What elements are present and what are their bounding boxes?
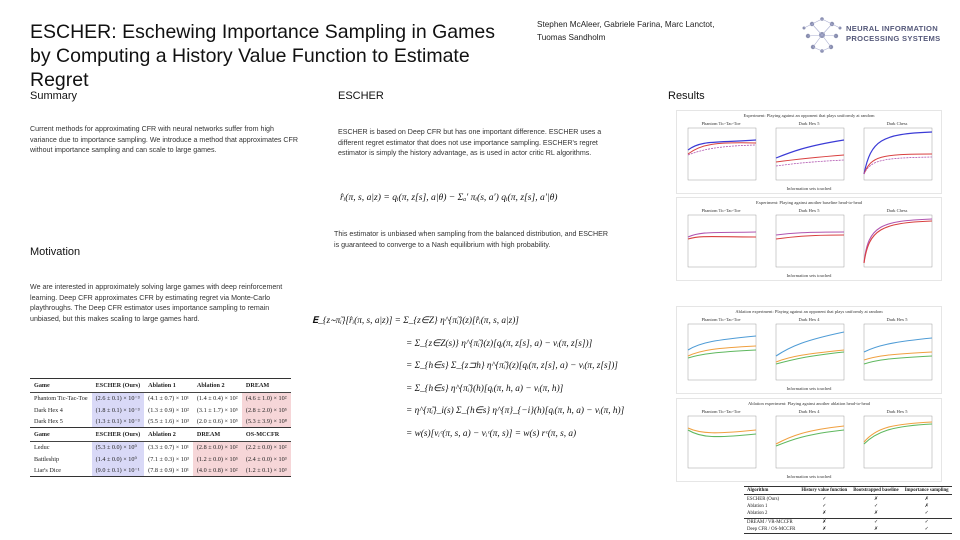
table-cell: ✗ — [924, 496, 929, 502]
table-row — [744, 526, 952, 534]
table-cell: Battleship — [34, 455, 60, 463]
panel-title: Dark Hex 4 — [798, 317, 820, 322]
table-cell: Deep CFR / OS-MCCFR — [744, 526, 798, 534]
table-cell: (1.8 ± 0.1) × 10⁻³ — [92, 404, 145, 415]
panel-title: Phantom Tic-Tac-Toe — [701, 317, 741, 322]
panel-axes — [864, 324, 932, 380]
figure-title: Experiment: Playing against another baseline head-to-head — [755, 200, 863, 205]
table-cell: (2.0 ± 0.6) × 10⁵ — [196, 417, 238, 425]
summary-heading: Summary — [30, 90, 78, 102]
panel-title: Phantom Tic-Tac-Toe — [701, 409, 741, 414]
table-cell: (2.4 ± 0.0) × 10³ — [242, 454, 291, 465]
table-header-cell: DREAM — [242, 379, 291, 393]
motivation-heading: Motivation — [30, 246, 81, 258]
panel-title: Dark Hex 5 — [886, 409, 908, 414]
table-cell: ✓ — [902, 518, 952, 526]
table-cell: (1.3 ± 0.9) × 10² — [148, 406, 189, 414]
panel-title: Dark Chess — [886, 208, 908, 213]
x-axis-label: Information sets touched — [786, 386, 832, 391]
escher-heading: ESCHER — [338, 90, 384, 102]
table-cell: (2.8 ± 2.0) × 10⁵ — [242, 404, 291, 415]
table-cell: (4.6 ± 1.0) × 10² — [242, 393, 291, 405]
table-cell: (1.2 ± 0.0) × 10⁵ — [193, 454, 242, 465]
ablation1-series-line — [864, 352, 932, 360]
x-axis-label: Information sets touched — [786, 273, 832, 278]
table-header-row — [30, 379, 291, 393]
figure-title: Ablation experiment: Playing against another ablation head-to-head — [748, 401, 870, 406]
table-header-cell: DREAM — [193, 428, 242, 442]
table-cell: (5.3 ± 0.0) × 10⁰ — [92, 442, 145, 454]
panel — [776, 208, 844, 267]
table-cell: Ablation 2 — [747, 511, 768, 517]
table-row — [30, 465, 291, 477]
panel-title: Phantom Tic-Tac-Toe — [701, 121, 741, 126]
escher-series-line — [864, 132, 932, 174]
table-cell: (3.3 ± 0.7) × 10¹ — [148, 444, 189, 452]
derivation-line: = w(s)[vᵢᶜ(π, s, a) − vᵢᶜ(π, s)] = w(s) rᶜ(π, s, a) — [406, 428, 577, 439]
vs-ablation1-series-line — [688, 428, 756, 433]
unbiasedness-derivation — [312, 310, 652, 445]
table-cell: (4.1 ± 0.7) × 10¹ — [148, 395, 189, 403]
table-cell: ✓ — [924, 511, 929, 517]
panel — [688, 317, 756, 380]
table-header-row — [744, 487, 952, 495]
panel — [864, 121, 932, 180]
derivation-line: 𝐄_{z∼π̃ᵢ}[r̂ᵢ(π, s, a|z)] = Σ_{z∈Z} η^{π̃ᵢ}(z)[r̂ᵢ(π, s, a|z)] — [312, 316, 519, 326]
motivation-text: We are interested in approximately solving large games with deep reinforcement learning. Deep CFR approximates CFR by estimating regret via Monte-Carlo playthroughs. The Deep CFR estimator uses importance sampling to remain unbiased, but this makes scaling to large games hard. — [30, 283, 283, 323]
panel-axes — [776, 215, 844, 267]
table-row — [744, 518, 952, 526]
results-heading: Results — [668, 90, 705, 102]
logo-line-1: NEURAL INFORMATION — [846, 24, 939, 33]
summary-text: Current methods for approximating CFR with neural networks suffer from high variance due to importance sampling. We introduce a method that approximates CFR without importance sampling and can scale to large games. — [30, 125, 298, 155]
table-cell: Liar's Dice — [30, 465, 92, 477]
regret-estimator-equation: r̂ᵢ(π, s, a|z) = qᵢ(π, z[s], a|θ) − Σₐ′ πᵢ(s, a′) qᵢ(π, z[s], a′|θ) — [340, 192, 558, 203]
table-cell: (9.0 ± 0.1) × 10⁻¹ — [92, 465, 145, 477]
table-row — [744, 495, 952, 503]
table-cell: (7.8 ± 0.9) × 10¹ — [144, 465, 193, 477]
table-cell: ✗ — [924, 503, 929, 509]
panel-title: Dark Hex 5 — [886, 317, 908, 322]
nfsp-series-line — [688, 145, 756, 155]
panel-title: Phantom Tic-Tac-Toe — [701, 208, 741, 213]
escher-series-line — [776, 140, 844, 158]
table-cell: (4.0 ± 0.8) × 10² — [193, 465, 242, 477]
table-cell: ✓ — [850, 518, 901, 526]
table-cell: Phantom Tic-Tac-Toe — [34, 395, 88, 403]
table-cell: ✓ — [822, 496, 827, 502]
table-cell: Ablation 1 — [747, 503, 768, 509]
derivation-line: = Σ_{h∈s} η^{π̃ᵢ}(h)[qᵢ(π, h, a) − vᵢ(π, h)] — [406, 383, 564, 394]
table-row — [30, 442, 291, 454]
figure-head-to-head — [676, 197, 942, 281]
table-cell: ESCHER (Ours) — [747, 496, 780, 502]
table-cell: ✗ — [873, 511, 878, 517]
vs-dream-series-line — [776, 235, 844, 239]
table-header-cell: ESCHER (Ours) — [92, 379, 145, 393]
panel — [864, 208, 932, 267]
table-cell: ✗ — [798, 526, 850, 534]
panel — [688, 409, 756, 468]
vs-nfsp-series-line — [864, 219, 932, 263]
vs-dream-series-line — [864, 221, 932, 263]
ablation2-series-line — [688, 350, 756, 358]
panel — [864, 409, 932, 468]
table-cell: ✗ — [850, 526, 901, 534]
vs-ablation2-series-line — [776, 430, 844, 446]
table-cell: (7.1 ± 0.3) × 10³ — [148, 455, 189, 463]
table-row — [30, 393, 291, 405]
panel-axes — [688, 215, 756, 267]
x-axis-label: Information sets touched — [786, 474, 832, 479]
table-cell: ✗ — [873, 496, 878, 502]
nfsp-series-line — [864, 157, 932, 174]
table-row — [744, 503, 952, 510]
panel-title: Dark Hex 4 — [798, 409, 820, 414]
table-cell: ✓ — [873, 503, 878, 509]
panel-axes — [688, 128, 756, 180]
derivation-line: = Σ_{h∈s} Σ_{z⊐h} η^{π̃ᵢ}(z)[qᵢ(π, z[s], a) − vᵢ(π, z[s])] — [406, 361, 618, 371]
derivation-line: = η^{π̃ᵢ}_i(s) Σ_{h∈s} η^{π}_{−i}(h)[qᵢ(π, h, a) − vᵢ(π, h)] — [406, 406, 625, 416]
panel-title: Dark Chess — [886, 121, 908, 126]
panel-axes — [864, 215, 932, 267]
algorithm-comparison-table — [744, 486, 952, 534]
algorithm-table-grid — [744, 486, 952, 534]
table-cell: (3.1 ± 1.7) × 10⁵ — [196, 406, 238, 414]
panel — [776, 409, 844, 468]
table-header-row — [30, 428, 291, 442]
vs-ablation2-series-line — [864, 424, 932, 444]
figure-ablation-head-to-head — [676, 398, 942, 482]
table-cell: Dark Hex 4 — [34, 406, 63, 414]
table-header-cell: History value function — [798, 487, 850, 495]
neurips-logo — [800, 14, 950, 56]
table-header-cell: Game — [30, 428, 92, 442]
results-table-grid — [30, 378, 291, 477]
table-header-cell: Ablation 1 — [144, 379, 193, 393]
table-header-cell: ESCHER (Ours) — [92, 428, 145, 442]
figure-uniform-random — [676, 110, 942, 194]
escher-series-line — [776, 332, 844, 356]
table-cell: Leduc — [34, 444, 50, 452]
figure-ablation-uniform-random — [676, 306, 942, 394]
table-cell: (1.2 ± 0.1) × 10³ — [242, 465, 291, 477]
table-row — [744, 510, 952, 518]
escher-series-line — [864, 338, 932, 352]
panel-axes — [864, 416, 932, 468]
neurips-logo-icon — [800, 14, 844, 56]
table-cell: (2.6 ± 0.1) × 10⁻³ — [92, 393, 145, 405]
table-cell: (1.4 ± 0.4) × 10² — [196, 395, 238, 403]
panel-title: Dark Hex 5 — [798, 121, 820, 126]
panel-axes — [776, 324, 844, 380]
table-header-cell: Ablation 2 — [144, 428, 193, 442]
table-row — [30, 416, 291, 428]
panel-axes — [688, 416, 756, 468]
table-header-cell: Bootstrapped baseline — [850, 487, 901, 495]
panel — [776, 317, 844, 380]
table-cell: ✓ — [822, 503, 827, 509]
table-cell: Dark Hex 5 — [34, 417, 63, 425]
panel — [688, 121, 756, 180]
table-cell: (5.3 ± 3.9) × 10⁸ — [242, 416, 291, 428]
table-cell: (2.8 ± 0.0) × 10² — [193, 442, 242, 454]
table-row — [30, 454, 291, 465]
poster-title: ESCHER: Eschewing Importance Sampling in Games by Computing a History Value Function to Estimate Regret — [30, 21, 495, 91]
derivation-line: = Σ_{z∈Z(s)} η^{π̃ᵢ}(z)[qᵢ(π, z[s], a) − vᵢ(π, z[s])] — [406, 338, 593, 349]
table-cell: (1.3 ± 0.1) × 10⁻³ — [92, 416, 145, 428]
author-list: Stephen McAleer, Gabriele Farina, Marc Lanctot, Tuomas Sandholm — [537, 20, 715, 42]
table-header-cell: Importance sampling — [902, 487, 952, 495]
vs-dream-series-line — [688, 237, 756, 240]
table-cell: ✗ — [798, 518, 850, 526]
figure-title: Ablation experiment: Playing against an opponent that plays uniformly at random — [735, 309, 883, 314]
table-row — [30, 404, 291, 415]
table-header-cell: Ablation 2 — [193, 379, 242, 393]
results-table — [30, 378, 308, 477]
table-cell: ✓ — [902, 526, 952, 534]
table-cell: (5.5 ± 1.6) × 10³ — [148, 417, 189, 425]
table-header-cell: Algorithm — [744, 487, 798, 495]
panel — [864, 317, 932, 380]
logo-line-2: PROCESSING SYSTEMS — [846, 34, 941, 43]
table-cell: DREAM / VR-MCCFR — [744, 518, 798, 526]
logo-wordmark — [846, 24, 940, 44]
table-cell: ✗ — [822, 511, 827, 517]
x-axis-label: Information sets touched — [786, 186, 832, 191]
panel-title: Dark Hex 5 — [798, 208, 820, 213]
table-header-cell: Game — [30, 379, 92, 393]
figure-title: Experiment: Playing against an opponent that plays uniformly at random — [743, 113, 875, 118]
escher-text-2: This estimator is unbiased when sampling from the balanced distribution, and ESCHER is guaranteed to converge to a Nash equilibrium with high probability. — [334, 230, 609, 249]
table-cell: (1.4 ± 0.0) × 10⁰ — [92, 454, 145, 465]
table-cell: (2.2 ± 0.0) × 10² — [242, 442, 291, 454]
escher-text-1: ESCHER is based on Deep CFR but has one important difference. ESCHER uses a different regret estimator that does not use importance sampling. ESCHER's regret estimator is simply the history advantage, as is used in actor critic RL algorithms. — [338, 128, 602, 158]
panel — [688, 208, 756, 267]
panel — [776, 121, 844, 180]
table-header-cell: OS-MCCFR — [242, 428, 291, 442]
